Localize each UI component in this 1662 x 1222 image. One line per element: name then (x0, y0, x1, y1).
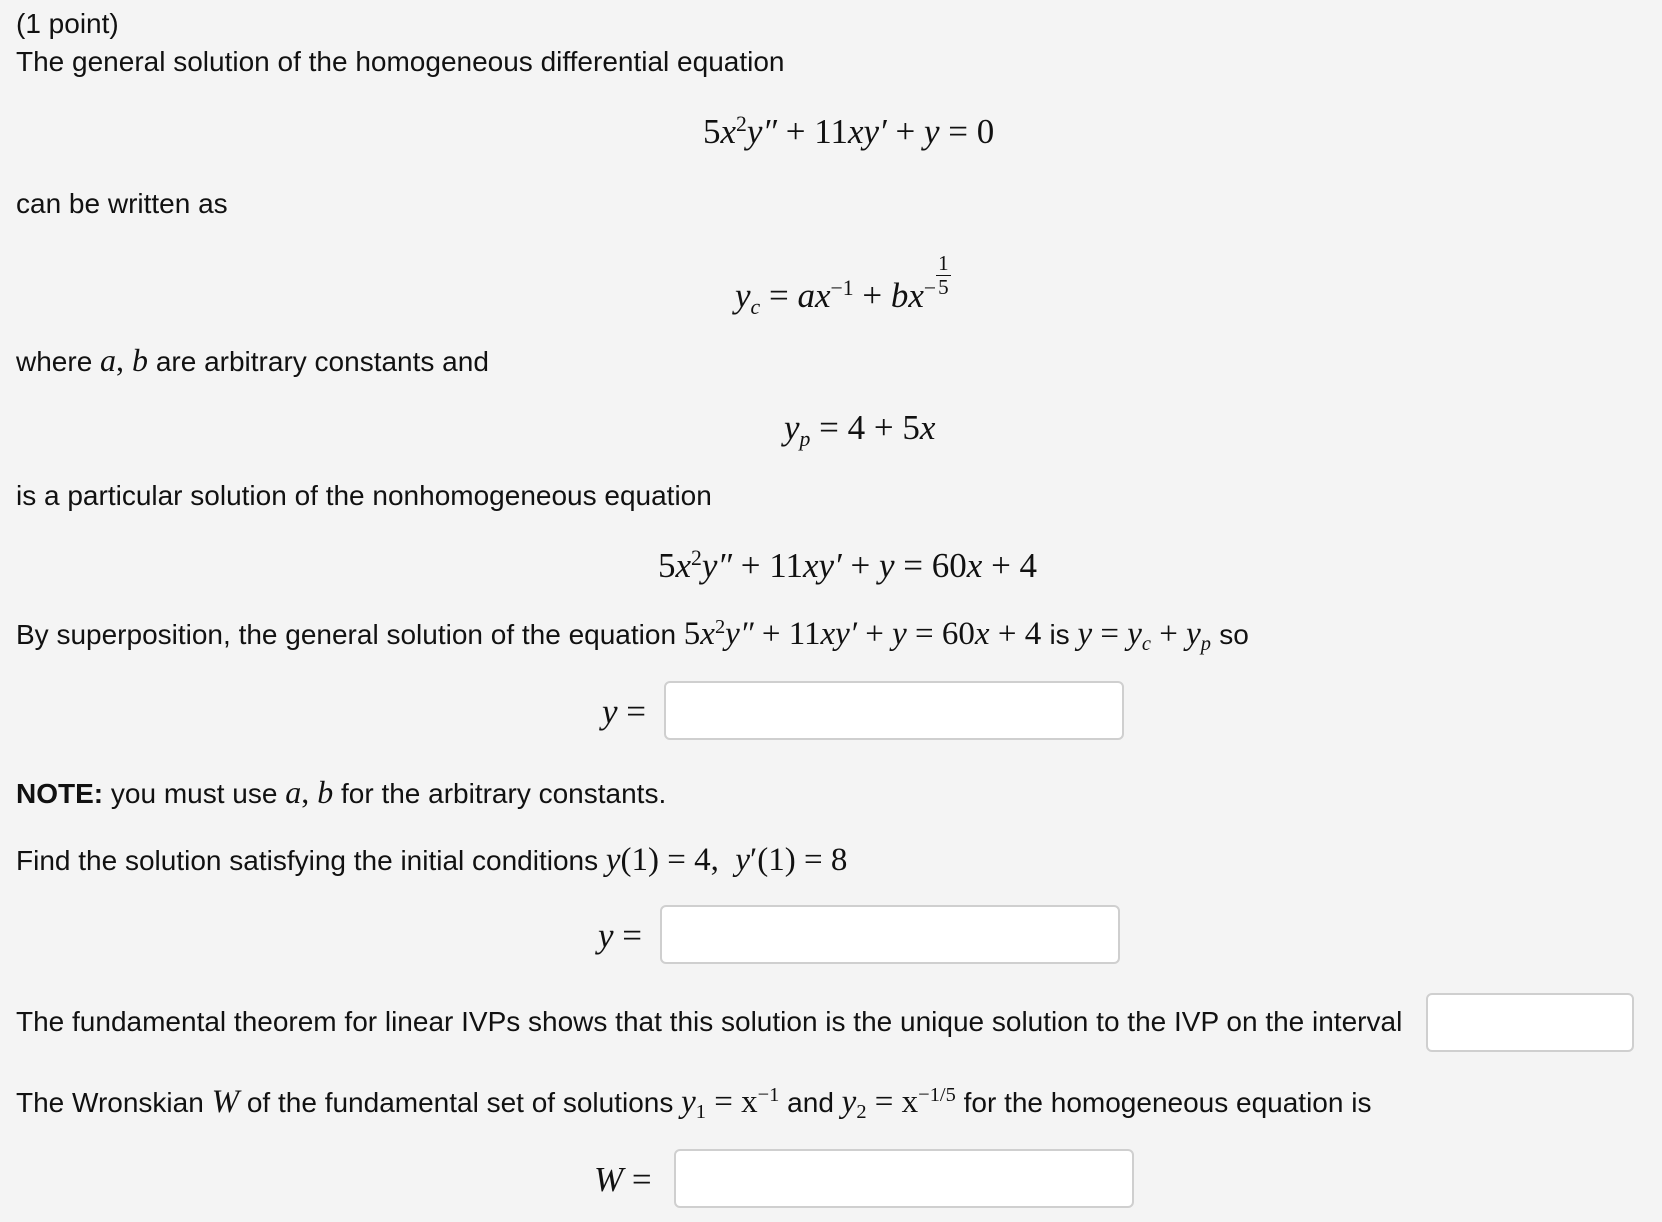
general-solution-label: y = (602, 692, 647, 731)
theorem-text: The fundamental theorem for linear IVPs shows that this solution is the unique solution to the IVP on the interval (16, 1006, 1403, 1037)
particular-text: is a particular solution of the nonhomogeneous equation (16, 480, 712, 511)
points-label: (1 point) (16, 8, 119, 39)
wronskian-text: The Wronskian W of the fundamental set of solutions $y_1 = x^{-1}$ and $y_2 = x^{-1/5}$ for the homogeneous equation is (16, 1083, 1372, 1124)
general-solution-input[interactable] (664, 681, 1124, 740)
superposition-text: By superposition, the general solution of the equation $5x^2y'' + 11xy' + y = 60x + 4$ is $y = y_c + y_p$ so (16, 615, 1249, 656)
ivp-solution-input[interactable] (660, 905, 1120, 964)
wronskian-label: W = (594, 1160, 652, 1199)
wronskian-input[interactable] (674, 1149, 1134, 1208)
interval-input[interactable] (1426, 993, 1634, 1052)
note-text: NOTE: you must use a, b for the arbitrary constants. (16, 774, 667, 810)
homogeneous-equation: $5x^2y'' + 11xy' + y = 0$ (703, 112, 995, 151)
ivp-text: Find the solution satisfying the initial conditions y(1) = 4, y′(1) = 8 (16, 842, 848, 878)
nonhomogeneous-equation: $5x^2y'' + 11xy' + y = 60x + 4$ (658, 546, 1038, 585)
yc-equation: $y_c = ax^{-1} + bx^-$ $\frac{1}{5}$ (735, 251, 949, 319)
intro-text: The general solution of the homogeneous differential equation (16, 46, 785, 77)
ivp-solution-label: y = (598, 916, 643, 955)
can-be-written-text: can be written as (16, 188, 228, 219)
where-text: where a, b are arbitrary constants and (16, 342, 489, 378)
yp-equation: $y_p = 4 + 5x$ (784, 408, 936, 451)
